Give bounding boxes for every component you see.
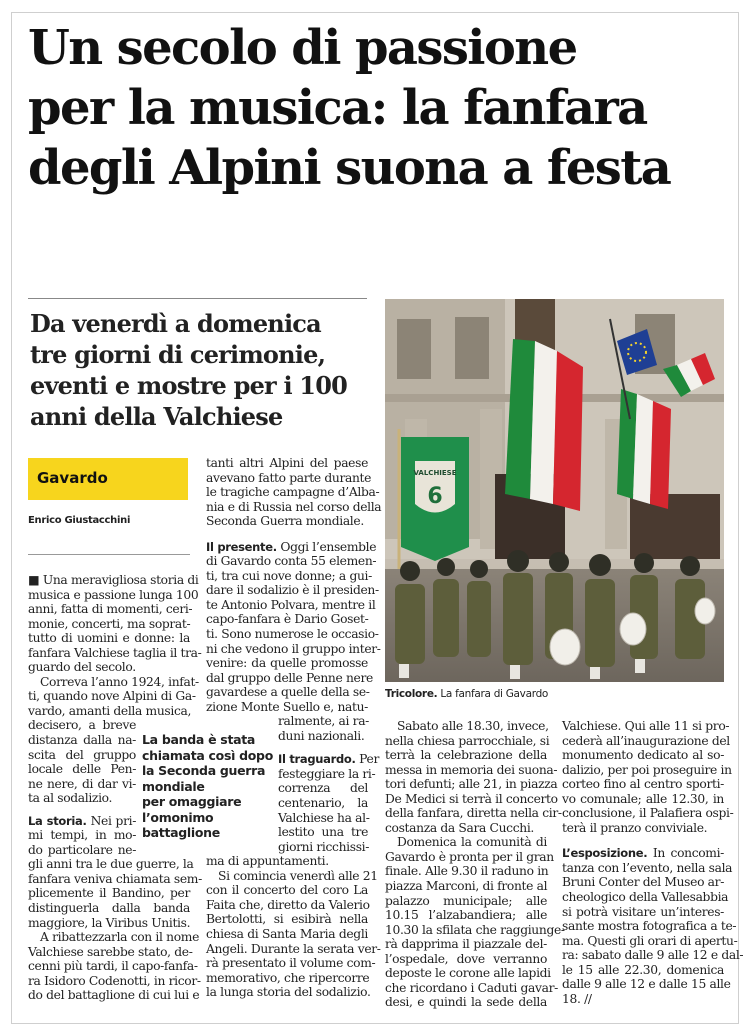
text-line: chiesa di Santa Maria degli (206, 926, 368, 941)
text-line: cheologico della Vallesabbia (562, 890, 729, 905)
byline-rule (28, 554, 190, 555)
text-line: cenni più tardi, il capo-fanfa- (28, 959, 198, 974)
text-line: palazzo municipale; alle (385, 893, 547, 908)
text-line: Domenica la comunità di (397, 835, 547, 850)
text-line: con il concerto del coro La (206, 883, 368, 898)
col2-presente (206, 539, 381, 744)
text-line: ra: sabato dalle 9 alle 12 e dal- (562, 948, 744, 963)
flag-emblem-text: VALCHIESE (413, 469, 457, 477)
text-line: Si comincia venerdì alle 21 (218, 868, 378, 883)
text-line: 10.30 la sfilata che raggiunge- (385, 922, 565, 937)
text-line: Seconda Guerra mondiale. (206, 514, 364, 529)
text-line: terrà la celebrazione della (385, 748, 547, 763)
text-line: monumento dedicato al so- (562, 748, 724, 763)
text-line: dalle 9 alle 12 e dalle 15 alle (562, 977, 731, 992)
text-line: desi, e quindi la sede della (385, 995, 547, 1010)
text-line: la lunga storia del sodalizio. (206, 985, 371, 1000)
column-2 (206, 456, 382, 1000)
text-line: duni nazionali. (278, 728, 365, 743)
text-line: zione Monte Suello e, natu- (206, 699, 368, 714)
headline-line: Un secolo di passione (28, 20, 577, 76)
text-line: festeggiare la ri- (278, 766, 376, 781)
presente-title: Il presente. (206, 539, 277, 554)
subhead-line: eventi e mostre per i 100 (30, 371, 348, 400)
text-line: Valchiese ha al- (278, 810, 370, 825)
text-line: ti. Sono numerose le occasio- (206, 627, 379, 642)
photo (385, 299, 724, 682)
text-line: ti, tra cui nove donne; a gui- (206, 568, 372, 583)
text-line: decisero, a breve (28, 718, 136, 733)
text-line: ma di appuntamenti. (206, 854, 329, 869)
text-line: giorni ricchissi- (278, 839, 370, 854)
text-run: Oggi l’ensemble (276, 539, 377, 554)
text-line: A ribattezzarla con il nome (40, 930, 200, 945)
pull-quote-line: per omaggiare (142, 794, 242, 809)
text-line: costanza da Sara Cucchi. (385, 820, 534, 835)
text-line: dal gruppo delle Penne nere (206, 670, 373, 685)
text-line: deposte le corone alle lapidi (385, 966, 551, 981)
text-line: Angeli. Durante la serata ver- (206, 941, 381, 956)
text-run: Nei pri- (86, 813, 136, 828)
text-line: centenario, la (278, 796, 368, 811)
text-line: gavardese a quelle della se- (206, 685, 370, 700)
text-line: De Medici si terrà il concerto (385, 791, 558, 806)
text-line: te Antonio Polvara, mentre il (206, 597, 376, 612)
text-line: sante mostra fotografica a te- (562, 919, 737, 934)
byline: Enrico Giustacchini (28, 515, 131, 526)
subhead-line: Da venerdì a domenica (30, 309, 321, 338)
text-line: ■ Una meravigliosa storia di (28, 573, 199, 587)
pull-quote-line: chiamata così dopo (142, 747, 273, 763)
pull-quote-line: La banda è stata (142, 732, 256, 747)
text-line: Valchiese sarebbe stato, de- (28, 944, 193, 959)
text-line: venire: da quelle promosse (206, 656, 368, 671)
col1-paragraph-4 (28, 930, 201, 1003)
text-line: Bertolotti, si esibirà nella (206, 912, 368, 927)
text-line: di Gavardo conta 55 elemen- (206, 554, 377, 569)
text-line: nia e di Russia nel corso della (206, 499, 382, 514)
subhead (30, 308, 365, 432)
caption-label: Tricolore. (385, 688, 438, 700)
subhead-line: tre giorni di cerimonie, (30, 340, 326, 369)
text-line: ni che vedono il gruppo inter- (206, 641, 381, 656)
text-line: fanfara Valchiese taglia il tra- (28, 645, 202, 660)
text-line: ra Isidoro Codenotti, in ricor- (28, 973, 201, 988)
kicker-label: Gavardo (37, 469, 108, 487)
text-run: Per (355, 752, 379, 767)
col3-paragraph (385, 719, 565, 1010)
storia-title: La storia. (28, 813, 87, 828)
headline-line: degli Alpini suona a festa (28, 140, 671, 196)
text-line: scita del gruppo (28, 747, 136, 762)
pull-quote-line: l’omonimo (142, 809, 214, 825)
text-line: musica e passione lunga 100 (28, 587, 199, 602)
text-line: nella chiesa parrocchiale, si (385, 733, 550, 748)
text-line: tutto di uomini e donne: la (28, 631, 190, 646)
text-line: tanti altri Alpini del paese (206, 456, 368, 470)
col1-intro (28, 573, 202, 675)
col2-paragraph-4 (206, 854, 381, 1000)
text-line: fanfara veniva chiamata sem- (28, 871, 202, 886)
text-line: 10.15 l’alzabandiera; alle (385, 908, 547, 923)
text-line: mi tempi, in mo- (28, 828, 136, 843)
text-line: correnza del (278, 781, 368, 796)
text-line: maggiore, la Viribus Unitis. (28, 915, 191, 930)
text-line: monie, concerti, ma soprat- (28, 616, 191, 631)
text-line: che ricordano i Caduti gavar- (385, 980, 558, 995)
col2-paragraph-1 (206, 456, 382, 529)
text-line: ne nere, di dar vi- (28, 776, 136, 791)
text-line: ralmente, ai ra- (278, 714, 369, 729)
text-line: tanza con l’evento, nella sala (562, 860, 733, 875)
pull-quote-line: la Seconda guerra (142, 763, 266, 778)
text-line: capo-fanfara è Dario Goset- (206, 612, 369, 627)
text-line: si potrà visitare un’interes- (562, 904, 724, 919)
text-line: le tragiche campagne d’Alba- (206, 485, 380, 500)
text-line: ma. Questi gli orari di apertu- (562, 933, 738, 948)
text-line: locale delle Pen- (28, 762, 136, 777)
headline (28, 18, 728, 198)
text-line: distanza dalla na- (28, 733, 136, 748)
text-line: vo comunale; alle 12.30, in (562, 791, 724, 806)
col4-esposizione (562, 846, 744, 1006)
text-line: l’ospedale, dove verranno (385, 951, 547, 966)
text-line: Faita che, diretto da Valerio (206, 897, 370, 912)
text-line: le 15 alle 22.30, domenica (562, 962, 724, 977)
col4-paragraph-1 (562, 719, 734, 835)
text-line: dare il sodalizio è il presiden- (206, 583, 379, 598)
text-line: lestito una tre (278, 825, 368, 840)
text-line: rà presentato il volume com- (206, 956, 376, 971)
text-line: piazza Marconi, di fronte al (385, 879, 548, 894)
text-line: memorativo, che ripercorre (206, 970, 370, 985)
subhead-rule (28, 298, 367, 299)
text-line: guardo del secolo. (28, 660, 136, 675)
text-line: vardo, amanti della musica, (28, 703, 192, 718)
esposizione-title: L’esposizione. (562, 846, 648, 861)
text-line: distinguerla dalla banda (28, 901, 190, 916)
text-line: ti, quando nove Alpini di Ga- (28, 689, 196, 704)
text-line: terà il pranzo conviviale. (562, 820, 708, 835)
text-line: do particolare ne- (28, 842, 136, 857)
headline-line: per la musica: la fanfara (28, 80, 647, 136)
text-line: messa in memoria dei suona- (385, 762, 558, 777)
text-line: rà dapprima il piazzale del- (385, 937, 547, 952)
band-photo (385, 299, 724, 682)
text-line: Bruni Conter del Museo ar- (562, 875, 724, 890)
flag-number: 6 (427, 484, 443, 509)
text-line: corteo fino al centro sporti- (562, 777, 724, 792)
text-line: della fanfara, diretta nella cir- (385, 806, 562, 821)
caption-text: La fanfara di Gavardo (437, 688, 549, 700)
text-line: 18. // (562, 991, 592, 1006)
pull-quote-line: mondiale (142, 778, 205, 794)
text-line: dalizio, per poi proseguire in (562, 762, 732, 777)
text-line: avevano fatto parte durante (206, 470, 372, 485)
photo-caption (385, 688, 548, 700)
text-line: finale. Alle 9.30 il raduno in (385, 864, 549, 879)
text-line: cederà all’inaugurazione del (562, 733, 730, 748)
subhead-line: anni della Valchiese (30, 402, 283, 431)
traguardo-title: Il traguardo. (278, 752, 356, 767)
text-line: plicemente il Bandino, per (28, 886, 190, 901)
section-kicker (28, 458, 188, 500)
text-line: do del battaglione di cui lui e (28, 988, 200, 1003)
text-line: tori defunti; alle 21, in piazza (385, 777, 558, 792)
column-3 (385, 719, 565, 1010)
pull-quote-line: battaglione (142, 825, 220, 840)
text-line: Sabato alle 18.30, invece, (397, 719, 549, 733)
text-run: In concomi- (647, 846, 724, 861)
text-line: anni, fatta di momenti, ceri- (28, 602, 193, 617)
text-line: ta al sodalizio. (28, 791, 113, 806)
text-line: Correva l’anno 1924, infat- (40, 674, 199, 689)
text-line: gli anni tra le due guerre, la (28, 857, 194, 872)
text-line: Valchiese. Qui alle 11 si pro- (562, 719, 730, 733)
text-line: Gavardo è pronta per il gran (385, 849, 554, 864)
col2-traguardo (278, 752, 379, 854)
text-line: conclusione, il Palafiera ospi- (562, 806, 734, 821)
column-4 (562, 719, 744, 1006)
